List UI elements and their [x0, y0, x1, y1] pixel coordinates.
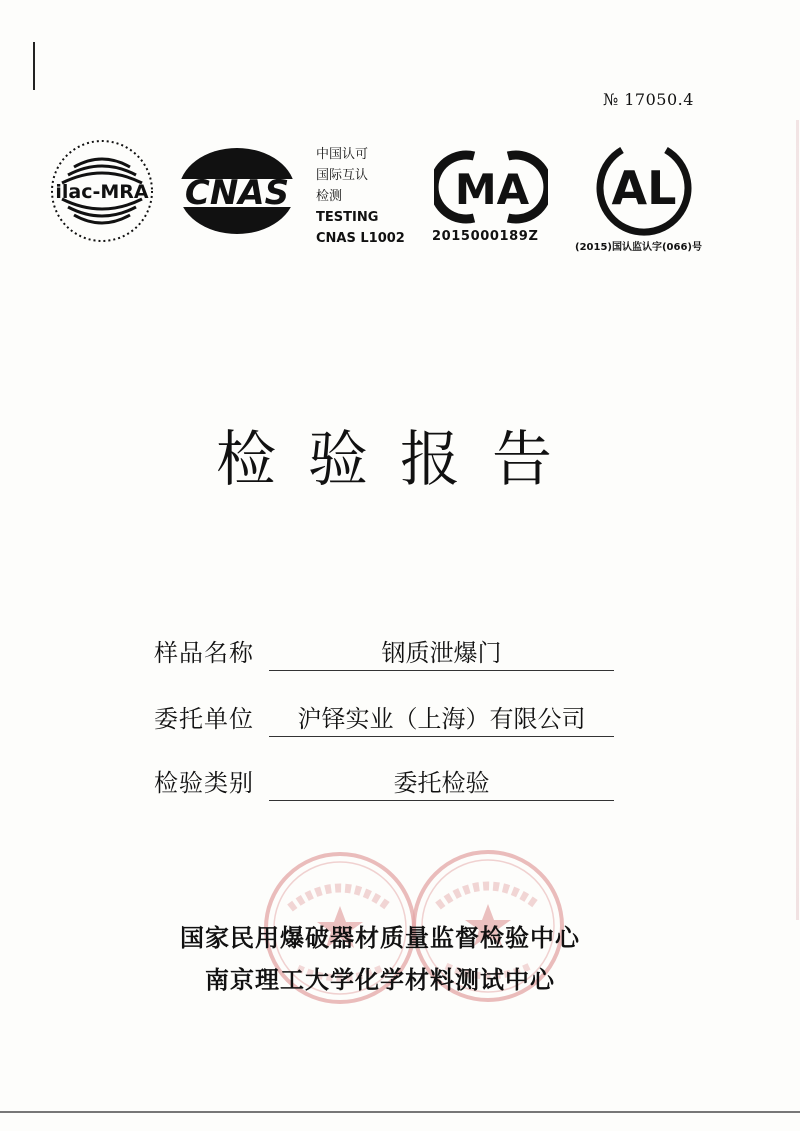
page-bottom-line — [0, 1111, 800, 1113]
cma-logo-text: MA — [454, 165, 530, 214]
cnas-logo — [174, 145, 300, 237]
cnas-line-2: 国际互认 — [316, 168, 369, 183]
report-title: 检验报告 — [216, 425, 584, 495]
field-client — [154, 699, 614, 739]
report-number: № 17050.4 — [603, 90, 694, 109]
cal-logo-text: AL — [611, 161, 677, 215]
field-value: 沪铎实业（上海）有限公司 — [297, 705, 586, 733]
cma-certificate-code: 2015000189Z — [432, 229, 539, 244]
ilac-mra-logo — [48, 137, 156, 245]
issuing-organization-2: 南京理工大学化学材料测试中心 — [205, 966, 555, 994]
cnas-line-3: 检测 — [316, 189, 343, 204]
cnas-line-1: 中国认可 — [316, 147, 369, 162]
field-underline — [269, 800, 614, 801]
cnas-logo-text: CNAS — [184, 173, 290, 213]
cnas-line-5: CNAS L1002 — [316, 231, 405, 246]
page-edge-shadow — [796, 120, 799, 920]
cma-logo — [434, 150, 548, 224]
cnas-line-4: TESTING — [316, 210, 379, 225]
field-value: 钢质泄爆门 — [381, 639, 502, 667]
field-underline — [269, 670, 614, 671]
field-sample-name — [154, 633, 614, 673]
field-underline — [269, 736, 614, 737]
scan-mark — [33, 42, 35, 90]
cnas-accreditation-text — [316, 144, 405, 249]
field-label: 样品名称 — [154, 639, 254, 667]
field-value: 委托检验 — [393, 769, 490, 797]
issuing-organization-1: 国家民用爆破器材质量监督检验中心 — [180, 924, 580, 952]
field-label: 委托单位 — [154, 705, 254, 733]
cal-certificate-code: (2015)国认监认字(066)号 — [575, 242, 702, 253]
field-inspection-type — [154, 763, 614, 803]
ilac-mra-text: ilac-MRA — [55, 181, 149, 203]
cal-logo — [592, 140, 696, 236]
field-label: 检验类别 — [154, 769, 254, 797]
